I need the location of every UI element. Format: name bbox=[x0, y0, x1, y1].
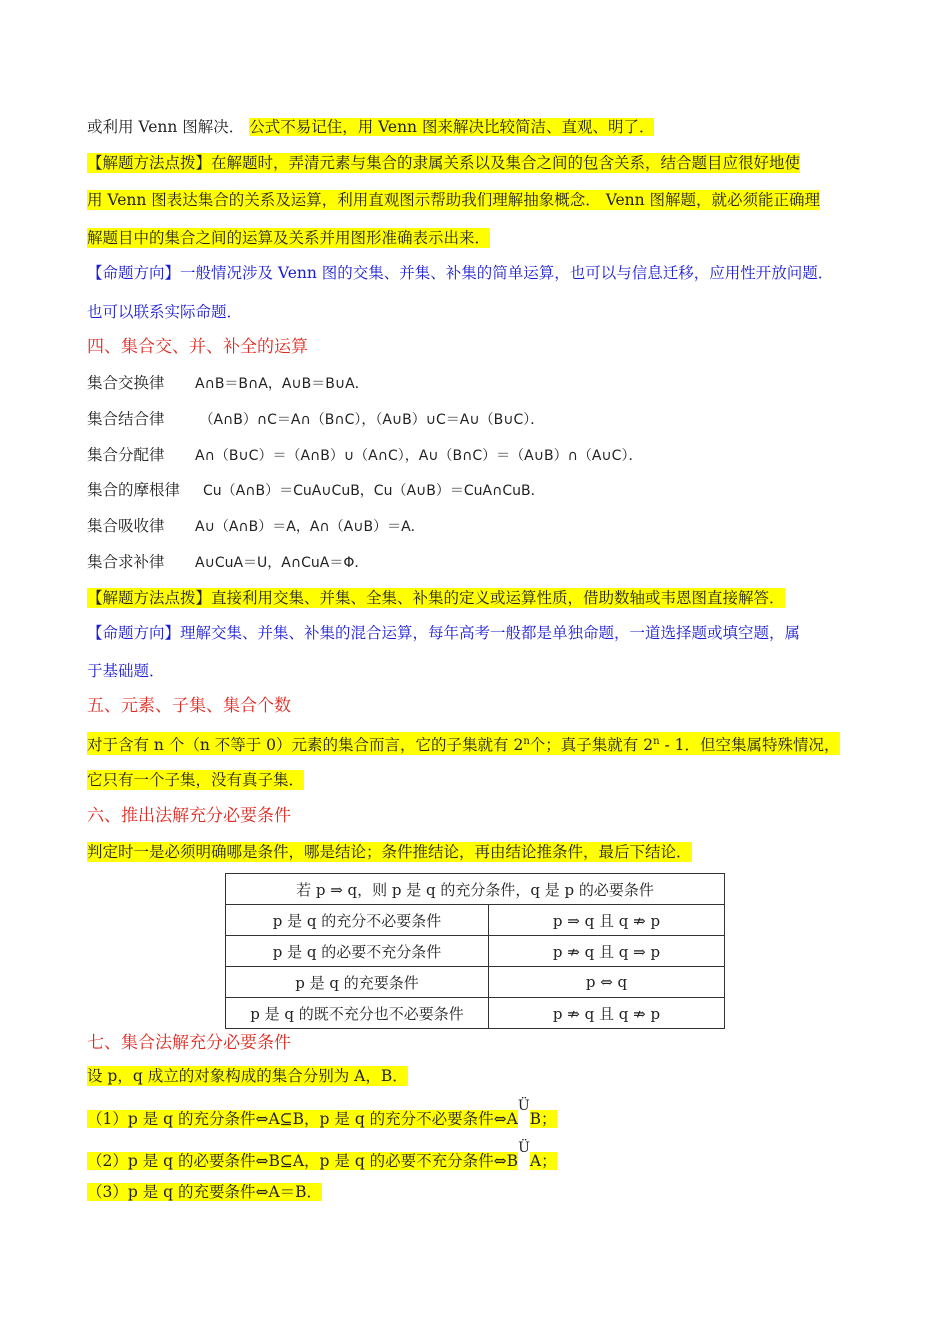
text: （1）p 是 q 的充分条件⇔A⊆B，p 是 q 的充分不必要条件⇔A bbox=[87, 1110, 518, 1128]
text: A； bbox=[529, 1152, 557, 1170]
section-heading-7: 七、集合法解充分必要条件 bbox=[87, 1033, 291, 1053]
text: 或利用 Venn 图解决． bbox=[87, 118, 245, 136]
law-label: 集合分配律 bbox=[87, 446, 165, 464]
table-cell: p ⇏ q 且 q ⇒ p bbox=[489, 936, 725, 967]
law-label: 集合吸收律 bbox=[87, 517, 165, 535]
section-heading-4: 四、集合交、并、补全的运算 bbox=[87, 337, 308, 357]
table-cell: p ⇒ q 且 q ⇏ p bbox=[489, 905, 725, 936]
law-formula: A∪（A∩B）＝A，A∩（A∪B）＝A． bbox=[195, 519, 425, 535]
law-formula: Cu（A∩B）＝CuA∪CuB，Cu（A∪B）＝CuA∩CuB． bbox=[203, 483, 545, 499]
table-row bbox=[226, 905, 725, 936]
proper-subset-symbol: Ü bbox=[517, 1098, 530, 1114]
direction-line: 于基础题． bbox=[87, 662, 165, 680]
law-formula: A∩B＝B∩A，A∪B＝B∪A． bbox=[195, 376, 369, 392]
subset-count-line: 它只有一个子集，没有真子集． bbox=[87, 771, 305, 789]
direction-line: 【命题方向】一般情况涉及 Venn 图的交集、并集、补集的简单运算，也可以与信息迁移，应用性开放问题． bbox=[87, 264, 834, 282]
law-formula: A∩（B∪C）＝（A∩B）∪（A∩C），A∪（B∩C）＝（A∪B）∩（A∪C）． bbox=[195, 448, 643, 464]
law-row bbox=[87, 445, 642, 466]
proper-subset-symbol: Ü bbox=[518, 1140, 530, 1156]
law-row bbox=[87, 409, 544, 430]
set-definition-line: 设 p，q 成立的对象构成的集合分别为 A，B． bbox=[87, 1067, 408, 1085]
table-cell: p ⇏ q 且 q ⇏ p bbox=[489, 998, 725, 1029]
table-cell: p ⇔ q bbox=[489, 967, 725, 998]
section-heading-5: 五、元素、子集、集合个数 bbox=[87, 696, 291, 716]
text: B； bbox=[529, 1110, 557, 1128]
exponent: n bbox=[653, 736, 660, 747]
table-row bbox=[226, 936, 725, 967]
section-heading-6: 六、推出法解充分必要条件 bbox=[87, 806, 291, 826]
subset-count-line bbox=[87, 732, 840, 755]
law-label: 集合结合律 bbox=[87, 410, 165, 428]
law-row bbox=[87, 516, 425, 537]
condition-line bbox=[87, 1140, 557, 1172]
law-row bbox=[87, 373, 369, 394]
direction-line: 【命题方向】理解交集、并集、补集的混合运算，每年高考一般都是单独命题，一道选择题或填空题，属 bbox=[87, 624, 801, 642]
table-cell: p 是 q 的既不充分也不必要条件 bbox=[226, 998, 489, 1029]
condition-table bbox=[225, 873, 725, 1029]
method-tip-line: 解题目中的集合之间的运算及关系并用图形准确表示出来． bbox=[87, 229, 491, 247]
law-label: 集合的摩根律 bbox=[87, 481, 181, 499]
exponent: n bbox=[523, 736, 530, 747]
method-tip-line: 【解题方法点拨】在解题时，弄清元素与集合的隶属关系以及集合之间的包含关系，结合题目应很好地使 bbox=[87, 154, 801, 172]
table-row bbox=[226, 967, 725, 998]
paragraph-venn-intro bbox=[87, 117, 654, 137]
text: 对于含有 n 个（n 不等于 0）元素的集合而言，它的子集就有 2 bbox=[87, 736, 524, 755]
law-formula: A∪CuA＝U，A∩CuA＝Φ． bbox=[195, 555, 369, 571]
condition-line bbox=[87, 1182, 322, 1202]
table-cell: p 是 q 的必要不充分条件 bbox=[226, 936, 489, 967]
highlighted-text: 公式不易记住，用 Venn 图来解决比较简洁、直观、明了． bbox=[249, 118, 655, 136]
table-cell: p 是 q 的充要条件 bbox=[226, 967, 489, 998]
law-label: 集合求补律 bbox=[87, 553, 165, 571]
law-label: 集合交换律 bbox=[87, 374, 165, 392]
condition-line bbox=[87, 1098, 557, 1130]
method-tip: 【解题方法点拨】直接利用交集、并集、全集、补集的定义或运算性质，借助数轴或韦恩图直接解答． bbox=[87, 589, 785, 607]
direction-line: 也可以联系实际命题． bbox=[87, 303, 243, 321]
table-header: 若 p ⇒ q，则 p 是 q 的充分条件，q 是 p 的必要条件 bbox=[226, 874, 725, 905]
method-tip-line: 用 Venn 图表达集合的关系及运算，利用直观图示帮助我们理解抽象概念． Venn 图解题，就必须能正确理 bbox=[87, 191, 821, 209]
table-row bbox=[226, 998, 725, 1029]
law-row bbox=[87, 552, 368, 573]
text: - 1．但空集属特殊情况， bbox=[659, 736, 840, 755]
text: （3）p 是 q 的充要条件⇔A＝B． bbox=[87, 1183, 323, 1201]
law-formula: （A∩B）∩C＝A∩（B∩C），（A∪B）∪C＝A∪（B∪C）． bbox=[195, 412, 545, 428]
law-row bbox=[87, 480, 545, 501]
text: 个；真子集就有 2 bbox=[529, 736, 654, 755]
table-cell: p 是 q 的充分不必要条件 bbox=[226, 905, 489, 936]
text: （2）p 是 q 的必要条件⇔B⊆A，p 是 q 的必要不充分条件⇔B bbox=[87, 1152, 519, 1170]
table-header-row bbox=[226, 874, 725, 905]
judgement-line: 判定时一是必须明确哪是条件，哪是结论；条件推结论，再由结论推条件，最后下结论． bbox=[87, 843, 692, 861]
